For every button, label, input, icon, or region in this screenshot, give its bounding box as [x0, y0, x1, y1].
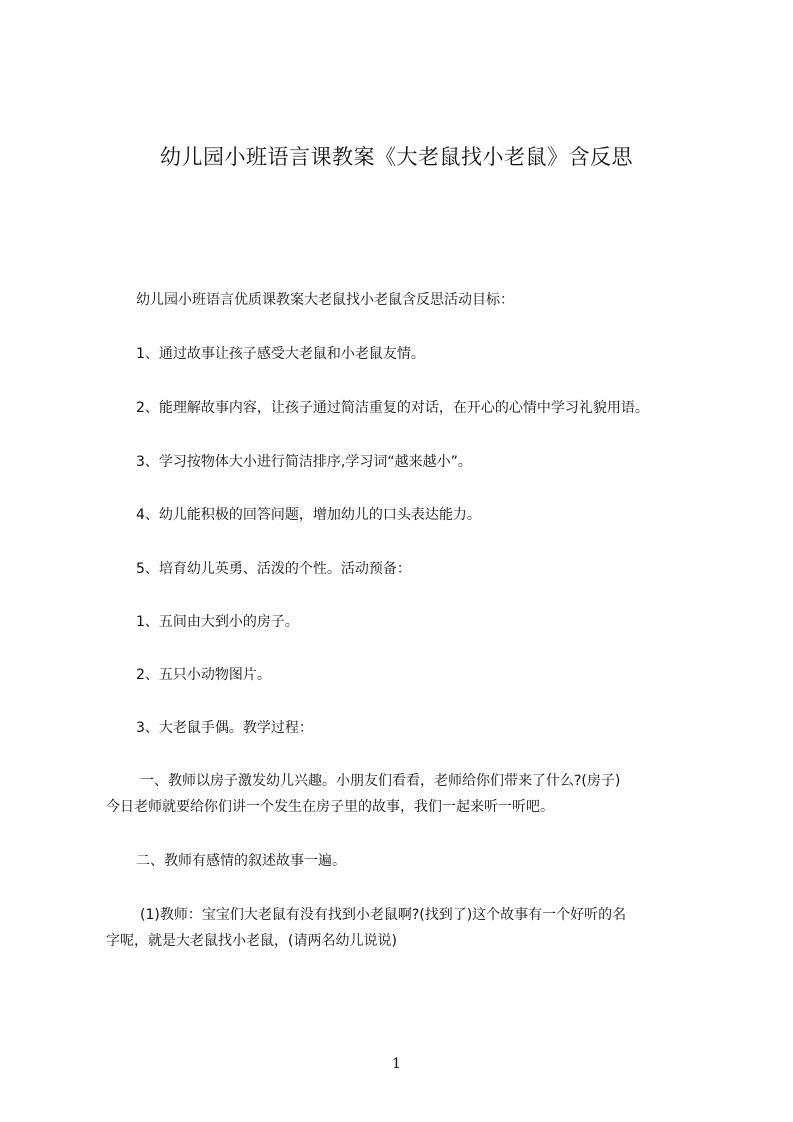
paragraph-step-1-line-1: 一、教师以房子激发幼儿兴趣。小朋友们看看，老师给你们带来了什么?(房子): [140, 773, 621, 789]
paragraph-goal-4: 4、幼儿能积极的回答问题，增加幼儿的口头表达能力。: [136, 507, 481, 523]
page-number: 1: [392, 1056, 401, 1072]
paragraph-prep-3: 3、大老鼠手偶。教学过程：: [136, 720, 313, 736]
paragraph-goal-5: 5、培育幼儿英勇、活泼的个性。活动预备：: [136, 561, 411, 577]
paragraph-step-1-line-2: 今日老师就要给你们讲一个发生在房子里的故事，我们一起来听一听吧。: [106, 799, 554, 815]
paragraph-goal-1: 1、通过故事让孩子感受大老鼠和小老鼠友情。: [136, 346, 425, 362]
paragraph-step-2: 二、教师有感情的叙述故事一遍。: [136, 853, 346, 869]
paragraph-prep-2: 2、五只小动物图片。: [136, 667, 271, 683]
paragraph-step-2-sub-1-line-2: 字呢，就是大老鼠找小老鼠，(请两名幼儿说说): [106, 933, 397, 949]
paragraph-prep-1: 1、五间由大到小的房子。: [136, 614, 299, 630]
page-title: 幼儿园小班语言课教案《大老鼠找小老鼠》含反思: [160, 145, 633, 169]
paragraph-step-2-sub-1-line-1: (1)教师：宝宝们大老鼠有没有找到小老鼠啊?(找到了)这个故事有一个好听的名: [140, 907, 627, 923]
paragraph-goal-3: 3、学习按物体大小进行简洁排序,学习词“越来越小”。: [136, 454, 472, 470]
paragraph-goal-2: 2、能理解故事内容，让孩子通过简洁重复的对话，在开心的心情中学习礼貌用语。: [136, 400, 649, 416]
paragraph-intro: 幼儿园小班语言优质课教案大老鼠找小老鼠含反思活动目标：: [136, 292, 514, 308]
